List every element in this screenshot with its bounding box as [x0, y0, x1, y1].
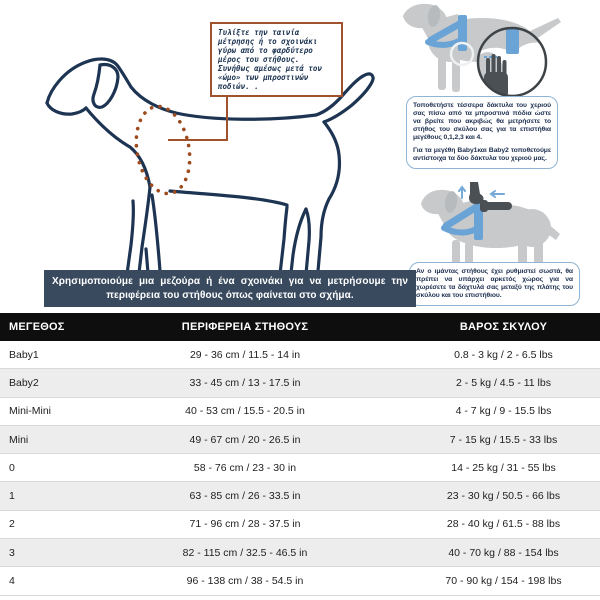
cell-weight: 7 - 15 kg / 15.5 - 33 lbs	[449, 433, 558, 446]
header-weight: ΒΑΡΟΣ ΣΚΥΛΟΥ	[459, 321, 548, 333]
header-chest: ΠΕΡΙΦΕΡΕΙΑ ΣΤΗΘΟΥΣ	[181, 321, 309, 333]
dog-ear-outline	[93, 65, 118, 108]
hand-pulling-left-icon	[484, 202, 512, 210]
measure-callout-box	[210, 22, 343, 97]
cell-size: Mini	[9, 433, 29, 446]
cell-size: Baby1	[9, 348, 39, 361]
table-row	[0, 454, 600, 482]
dog-rear-leg-outline	[306, 122, 339, 277]
cell-size: 2	[9, 518, 15, 531]
cell-weight: 28 - 40 kg / 61.5 - 88 lbs	[446, 518, 561, 531]
four-fingers-instruction-box	[406, 96, 558, 169]
cell-size: Baby2	[9, 376, 39, 389]
cell-weight: 40 - 70 kg / 88 - 154 lbs	[448, 546, 559, 559]
arrow-up-icon	[459, 187, 465, 198]
cell-chest: 82 - 115 cm / 32.5 - 46.5 in	[182, 546, 308, 559]
table-row	[0, 482, 600, 510]
dog-back-outline	[176, 113, 316, 119]
cell-size: 0	[9, 461, 15, 474]
cell-chest: 49 - 67 cm / 20 - 26.5 in	[189, 433, 301, 446]
cell-size: 1	[9, 490, 15, 503]
measure-banner	[44, 270, 416, 307]
magnifier-strap	[506, 27, 519, 54]
hand-fingers-icon	[480, 200, 488, 212]
cell-chest: 71 - 96 cm / 28 - 37.5 in	[189, 518, 301, 531]
cell-size: 3	[9, 546, 15, 559]
cell-chest: 63 - 85 cm / 26 - 33.5 in	[189, 490, 301, 503]
cell-chest: 33 - 45 cm / 13 - 17.5 in	[189, 376, 301, 389]
banner-text: Χρησιμοποιούμε μια μεζούρα ή ένα σχοινάκι για να μετρήσουμε την περιφέρεια του στήθους όπως φαίνεται στο σχήμα.	[52, 276, 408, 301]
arrow-left-icon	[491, 191, 504, 197]
instruction-text: Αν ο ιμάντας στήθους έχει ρυθμιστεί σωστά, θα πρέπει να υπάρχει αρκετός χώρος για να χωρέσετε τα δάχτυλά σας μεταξύ της πλάτης του σκύλου και του επιστήθιου.	[416, 268, 573, 299]
header-size: ΜΕΓΕΘΟΣ	[9, 321, 65, 333]
cell-weight: 2 - 5 kg / 4.5 - 11 lbs	[456, 376, 551, 389]
cell-chest: 29 - 36 cm / 11.5 - 14 in	[189, 348, 301, 361]
harness-strap-girth	[458, 15, 467, 51]
dog2-leg	[438, 56, 446, 90]
instruction-text: Για τα μεγέθη Baby1και Baby2 τοποθετούμε αντίστοιχα τα δύο δάκτυλα του χεριού μας.	[413, 147, 551, 163]
table-row	[0, 426, 600, 454]
table-row	[0, 341, 600, 369]
instruction-text: Τοποθετήστε τέσσερα δάκτυλα του χεριού σας πίσω από τα μπροστινά πόδια ώστε να βρείτε που ακριβώς θα μετρήσετε το στήθος του σκύλου σας για τα επιστήθια μεγέθους 0,1,2,3 και 4.	[413, 102, 551, 141]
cell-weight: 4 - 7 kg / 9 - 15.5 lbs	[455, 405, 552, 418]
harness-fit-illustration	[400, 0, 595, 98]
cell-weight: 70 - 90 kg / 154 - 198 lbs	[445, 575, 562, 588]
table-row	[0, 398, 600, 426]
dog-belly-outline	[170, 191, 287, 205]
callout-text: Τυλίξτε την ταινία μέτρησης ή το σχοινάκι γύρω από το φαρδύτερο μέρος του στήθους. Συνήθως αμέσως μετά τον «ώμο» των μπροστινών ποδιών. .	[218, 28, 322, 91]
cell-weight: 23 - 30 kg / 50.5 - 66 lbs	[446, 490, 561, 503]
cell-weight: 14 - 25 kg / 31 - 55 lbs	[451, 461, 556, 474]
cell-size: Mini-Mini	[9, 405, 51, 418]
table-header	[0, 313, 600, 341]
dog-jaw-outline	[47, 103, 86, 114]
dog-rear-leg2-outline	[280, 207, 306, 277]
cell-size: 4	[9, 575, 15, 588]
table-row	[0, 567, 600, 595]
cell-weight: 0.8 - 3 kg / 2 - 6.5 lbs	[454, 348, 553, 361]
table-row	[0, 369, 600, 397]
cell-chest: 40 - 53 cm / 15.5 - 20.5 in	[185, 405, 305, 418]
harness-adjust-illustration	[418, 182, 598, 270]
cell-chest: 58 - 76 cm / 23 - 30 in	[193, 461, 297, 474]
cell-chest: 96 - 138 cm / 38 - 54.5 in	[186, 575, 304, 588]
table-row	[0, 511, 600, 539]
strap-fit-instruction-box	[409, 262, 580, 306]
size-table	[0, 313, 600, 596]
table-row	[0, 539, 600, 567]
